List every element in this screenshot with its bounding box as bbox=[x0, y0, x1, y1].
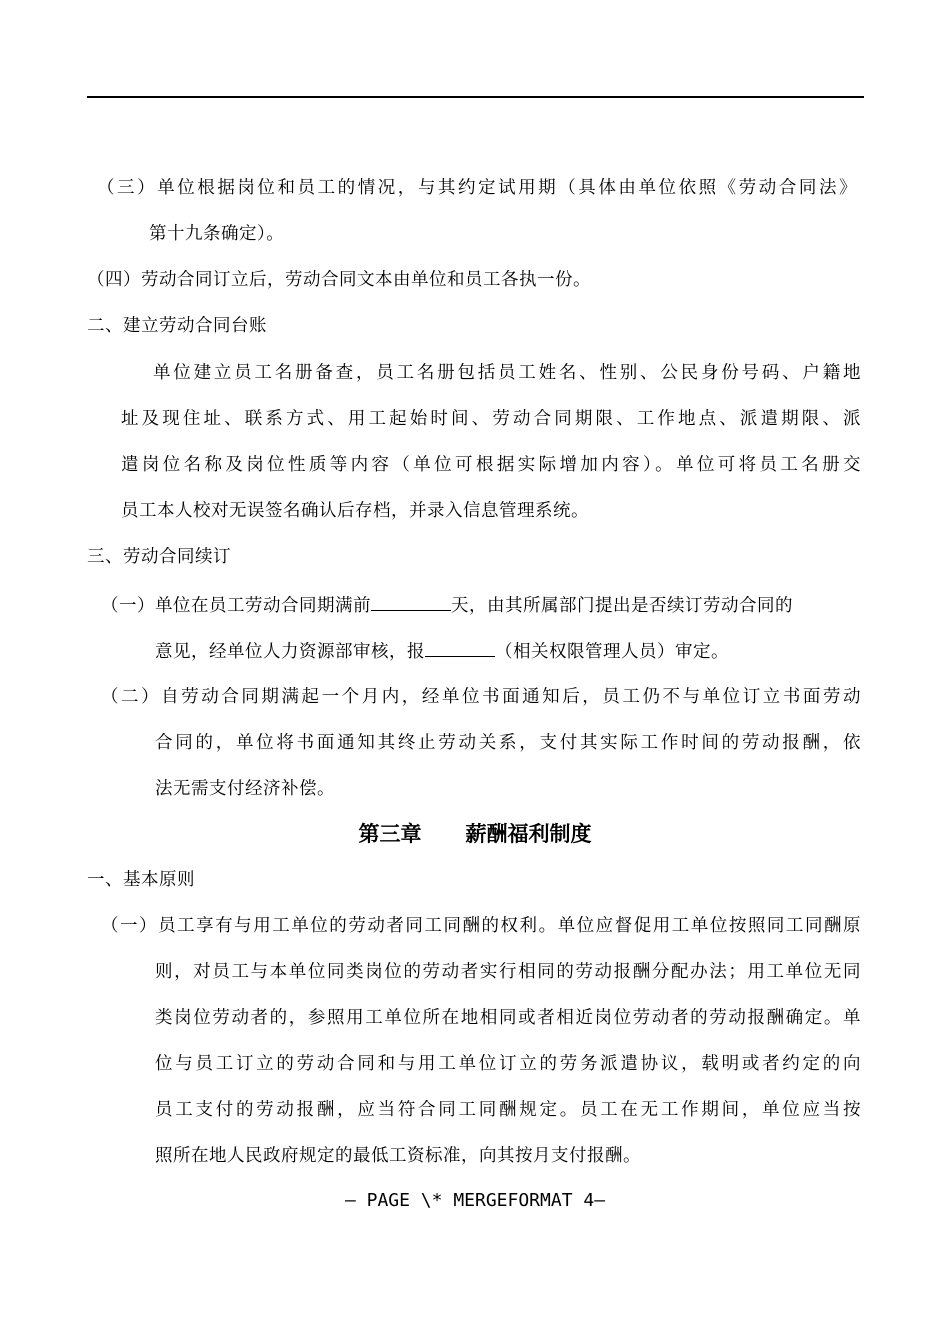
paragraph-line bbox=[101, 592, 793, 618]
paragraph-line: 则，对员工与本单位同类岗位的劳动者实行相同的劳动报酬分配办法；用工单位无同 bbox=[155, 962, 861, 982]
paragraph-text: （相关权限管理人员）审定。 bbox=[495, 642, 729, 662]
section-heading: 三、劳动合同续订 bbox=[87, 547, 231, 567]
paragraph-line: 照所在地人民政府规定的最低工资标准，向其按月支付报酬。 bbox=[155, 1146, 641, 1166]
page-footer: — PAGE \* MERGEFORMAT 4— bbox=[344, 1190, 606, 1211]
chapter-heading bbox=[0, 820, 950, 848]
paragraph-line: （二）自劳动合同期满起一个月内，经单位书面通知后，员工仍不与单位订立书面劳动 bbox=[101, 687, 861, 707]
paragraph-line: 法无需支付经济补偿。 bbox=[155, 779, 335, 799]
paragraph-line: （四）劳动合同订立后，劳动合同文本由单位和员工各执一份。 bbox=[87, 270, 591, 290]
paragraph-line: （三）单位根据岗位和员工的情况，与其约定试用期（具体由单位依照《劳动合同法》 bbox=[97, 178, 857, 198]
section-heading: 一、基本原则 bbox=[87, 870, 195, 890]
paragraph-line: 员工本人校对无误签名确认后存档，并录入信息管理系统。 bbox=[121, 501, 589, 521]
paragraph-line: 址及现住址、联系方式、用工起始时间、劳动合同期限、工作地点、派遣期限、派 bbox=[121, 409, 861, 429]
section-heading: 二、建立劳动合同台账 bbox=[87, 316, 267, 336]
paragraph-line: 位与员工订立的劳动合同和与用工单位订立的劳务派遣协议，载明或者约定的向 bbox=[155, 1054, 861, 1074]
paragraph-line: 合同的，单位将书面通知其终止劳动关系，支付其实际工作时间的劳动报酬，依 bbox=[155, 733, 861, 753]
paragraph-text: 天，由其所属部门提出是否续订劳动合同的 bbox=[451, 596, 793, 616]
chapter-number: 第三章 bbox=[358, 821, 422, 846]
paragraph-line bbox=[155, 638, 729, 664]
paragraph-line: 第十九条确定）。 bbox=[149, 224, 285, 244]
chapter-title: 薪酬福利制度 bbox=[465, 821, 592, 846]
paragraph-text: （一）单位在员工劳动合同期满前 bbox=[101, 596, 371, 616]
paragraph-line: （一）员工享有与用工单位的劳动者同工同酬的权利。单位应督促用工单位按照同工同酬原 bbox=[101, 916, 861, 936]
paragraph-text: 意见，经单位人力资源部审核，报 bbox=[155, 642, 425, 662]
paragraph-line: 类岗位劳动者的，参照用工单位所在地相同或者相近岗位劳动者的劳动报酬确定。单 bbox=[155, 1008, 861, 1028]
header-rule bbox=[87, 96, 864, 98]
paragraph-line: 单位建立员工名册备查，员工名册包括员工姓名、性别、公民身份号码、户籍地 bbox=[153, 363, 861, 383]
fill-in-blank bbox=[425, 638, 495, 657]
paragraph-line: 员工支付的劳动报酬，应当符合同工同酬规定。员工在无工作期间，单位应当按 bbox=[155, 1100, 861, 1120]
fill-in-blank bbox=[371, 592, 451, 611]
paragraph-line: 遣岗位名称及岗位性质等内容（单位可根据实际增加内容）。单位可将员工名册交 bbox=[121, 455, 861, 475]
